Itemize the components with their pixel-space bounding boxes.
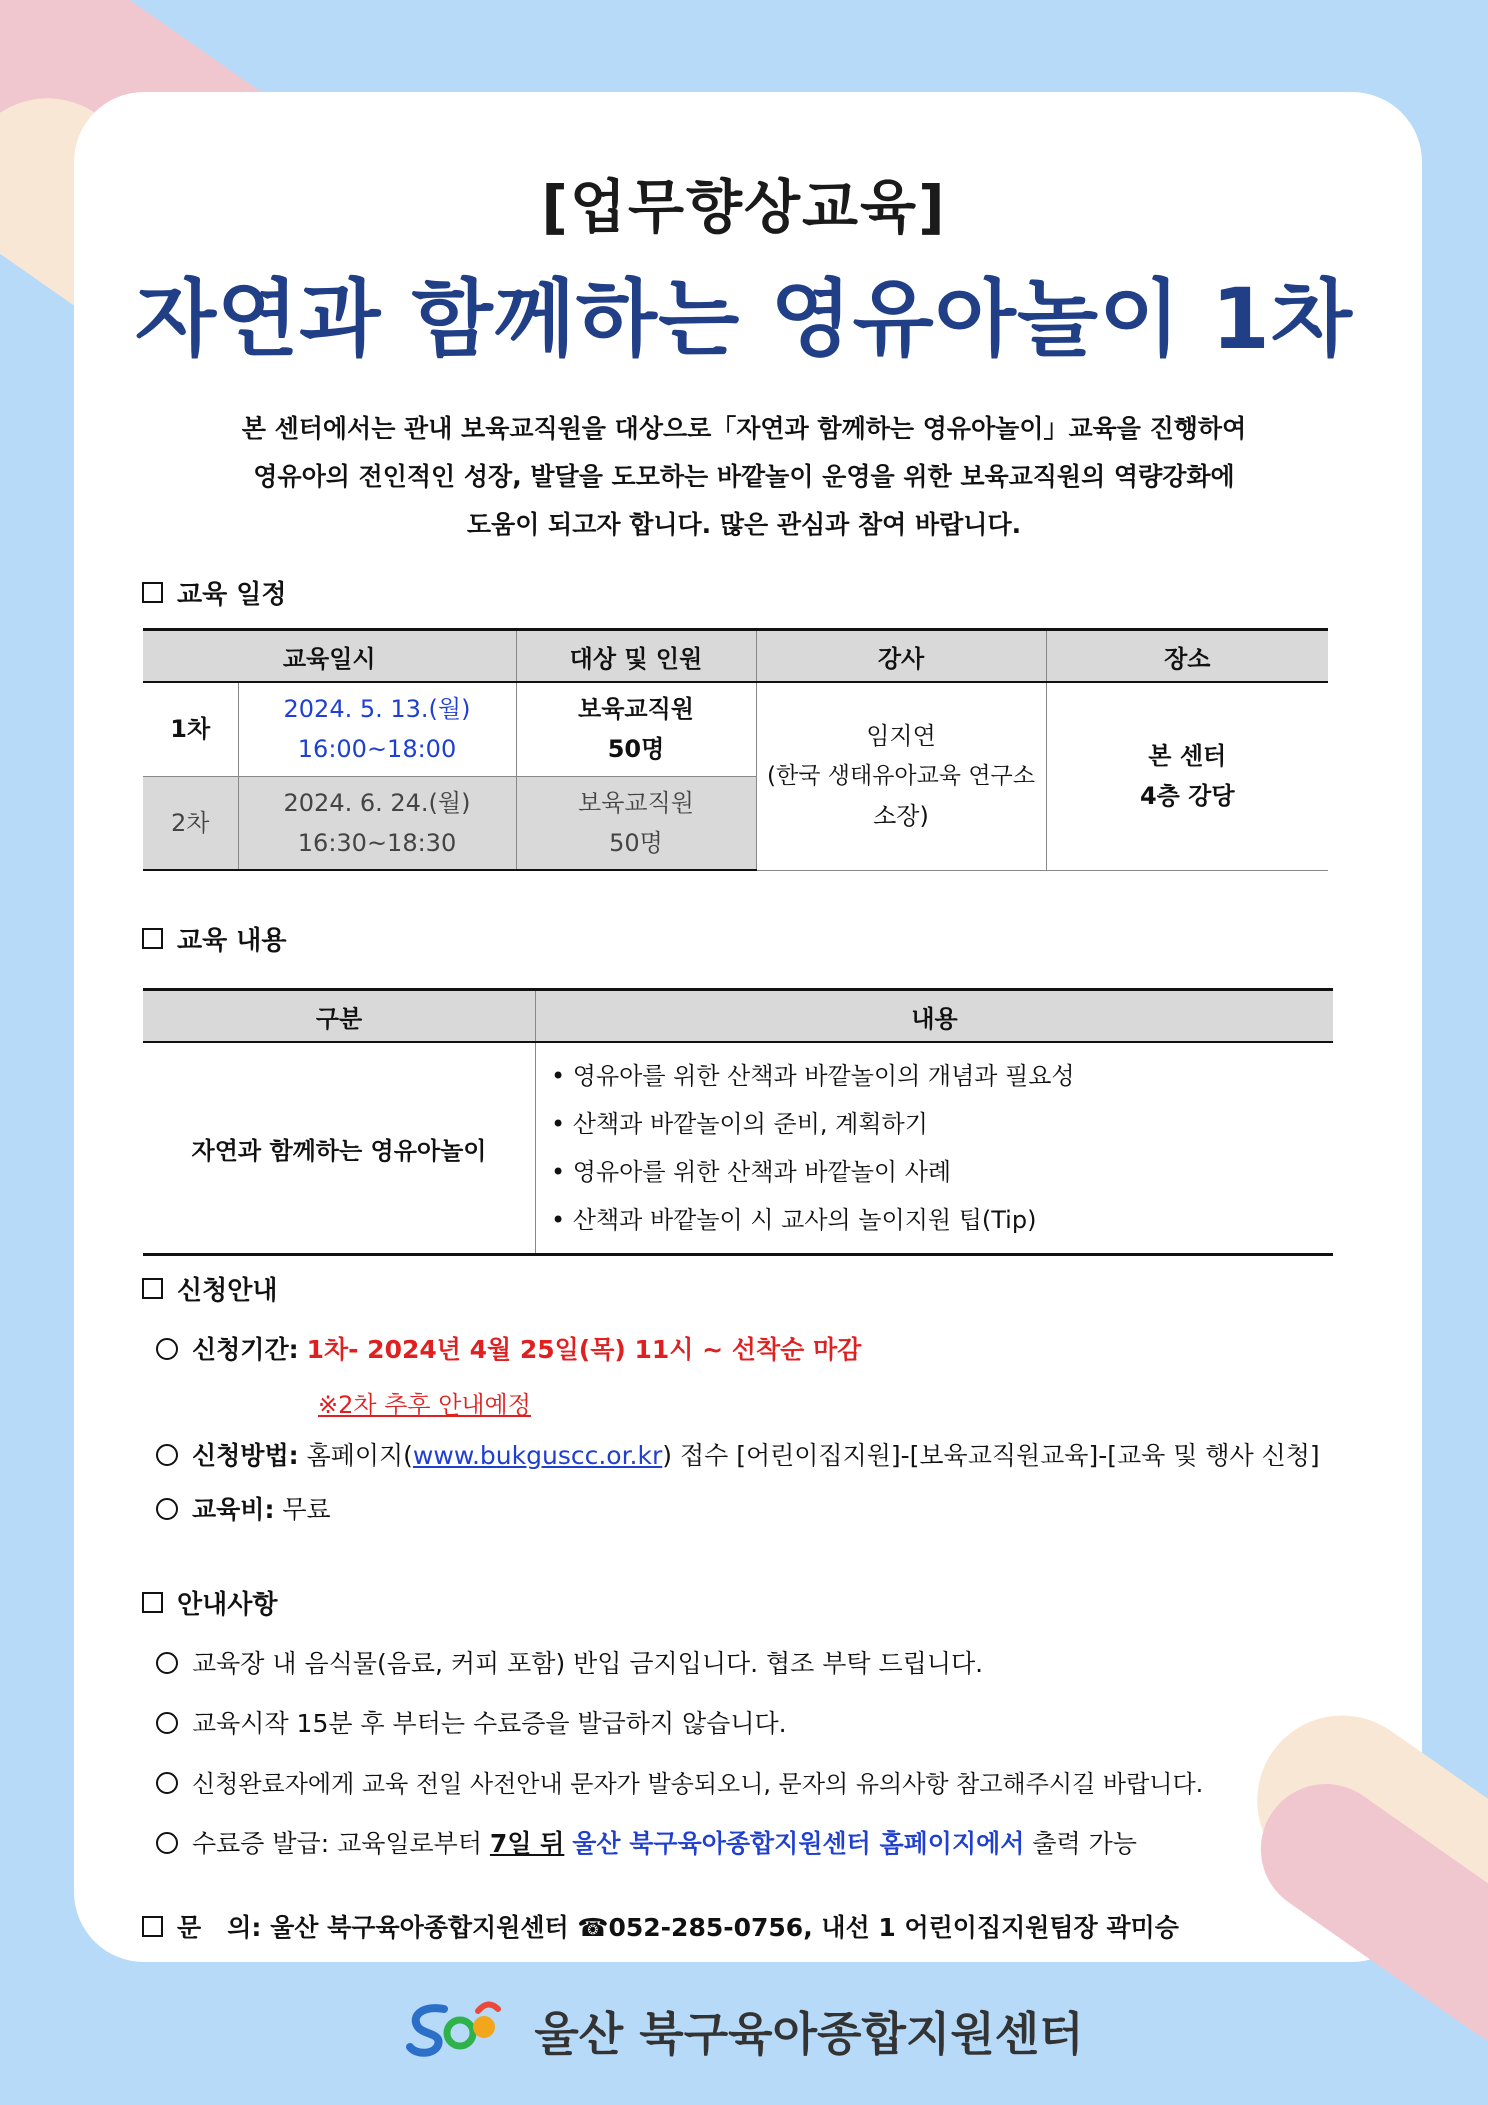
target-cell: 보육교직원 50명 [516, 776, 756, 870]
section-schedule-heading: 교육 일정 [142, 574, 287, 611]
intro-line: 도움이 되고자 합니다. 많은 관심과 참여 바랍니다. [466, 510, 1022, 539]
table-row [143, 1042, 1333, 1255]
table-header-row [143, 630, 1328, 683]
instructor-cell: 임지연 (한국 생태유아교육 연구소 소장) [756, 682, 1046, 870]
section-notice-heading: 안내사항 [142, 1584, 277, 1621]
list-item: • 영유아를 위한 산책과 바깥놀이의 개념과 필요성 [551, 1052, 1332, 1100]
table-row [143, 682, 1328, 776]
circle-bullet-icon [156, 1772, 178, 1794]
square-bullet-icon [142, 582, 163, 603]
place-cell: 본 센터 4층 강당 [1046, 682, 1328, 870]
square-bullet-icon [142, 1592, 163, 1613]
center-logo-icon [404, 1997, 504, 2070]
circle-bullet-icon [156, 1832, 178, 1854]
col-header: 구분 [143, 990, 536, 1043]
round-cell: 1차 [143, 682, 238, 776]
title-category: [업무향상교육] [541, 173, 947, 241]
square-bullet-icon [142, 928, 163, 949]
notice-item: 교육장 내 음식물(음료, 커피 포함) 반입 금지입니다. 협조 부탁 드립니다. [156, 1644, 983, 1680]
notice-item: 수료증 발급: 교육일로부터 7일 뒤 울산 북구육아종합지원센터 홈페이지에서 출력 가능 [156, 1824, 1137, 1860]
intro-line: 본 센터에서는 관내 보육교직원을 대상으로「자연과 함께하는 영유아놀이」교육을 진행하여 [241, 414, 1247, 443]
list-item: • 산책과 바깥놀이의 준비, 계획하기 [551, 1100, 1332, 1148]
target-cell: 보육교직원 50명 [516, 682, 756, 776]
table-header-row [143, 990, 1333, 1043]
content-items-cell [536, 1042, 1334, 1255]
col-header: 내용 [536, 990, 1334, 1043]
apply-period-note: ※2차 추후 안내예정 [318, 1391, 531, 1419]
circle-bullet-icon [156, 1712, 178, 1734]
list-item: • 영유아를 위한 산책과 바깥놀이 사례 [551, 1148, 1332, 1196]
date-cell: 2024. 5. 13.(월) 16:00~18:00 [238, 682, 516, 776]
circle-bullet-icon [156, 1338, 178, 1360]
page-title: 자연과 함께하는 영유아놀이 1차 [134, 270, 1354, 368]
col-header: 장소 [1046, 630, 1328, 683]
round-cell: 2차 [143, 776, 238, 870]
list-item: • 산책과 바깥놀이 시 교사의 놀이지원 팁(Tip) [551, 1196, 1332, 1244]
apply-period: 신청기간: 1차- 2024년 4월 25일(목) 11시 ~ 선착순 마감 [156, 1330, 861, 1366]
section-content-heading: 교육 내용 [142, 920, 287, 957]
circle-bullet-icon [156, 1498, 178, 1520]
col-header: 대상 및 인원 [516, 630, 756, 683]
content-table [143, 988, 1333, 1256]
apply-period-value: 1차- 2024년 4월 25일(목) 11시 ~ 선착순 마감 [306, 1335, 862, 1364]
schedule-table [143, 628, 1328, 871]
apply-fee: 교육비: 무료 [156, 1490, 331, 1526]
homepage-link[interactable]: www.bukguscc.or.kr [412, 1441, 663, 1470]
intro-paragraph [150, 405, 1338, 549]
apply-method: 신청방법: 홈페이지(www.bukguscc.or.kr) 접수 [어린이집지원]-[보육교직원교육]-[교육 및 행사 신청] [156, 1436, 1320, 1472]
contact-line: 문 의: 울산 북구육아종합지원센터 ☎052-285-0756, 내선 1 어린이집지원팀장 곽미승 [142, 1908, 1179, 1944]
square-bullet-icon [142, 1916, 163, 1937]
notice-item: 교육시작 15분 후 부터는 수료증을 발급하지 않습니다. [156, 1704, 787, 1740]
square-bullet-icon [142, 1278, 163, 1299]
content-label-cell: 자연과 함께하는 영유아놀이 [143, 1042, 536, 1255]
circle-bullet-icon [156, 1444, 178, 1466]
col-header: 강사 [756, 630, 1046, 683]
circle-bullet-icon [156, 1652, 178, 1674]
col-header: 교육일시 [143, 630, 516, 683]
section-apply-heading: 신청안내 [142, 1270, 277, 1307]
date-cell: 2024. 6. 24.(월) 16:30~18:30 [238, 776, 516, 870]
notice-item: 신청완료자에게 교육 전일 사전안내 문자가 발송되오니, 문자의 유의사항 참고해주시길 바랍니다. [156, 1764, 1203, 1799]
intro-line: 영유아의 전인적인 성장, 발달을 도모하는 바깥놀이 운영을 위한 보육교직원의 역량강화에 [253, 462, 1235, 491]
footer-org: 울산 북구육아종합지원센터 [0, 1998, 1488, 2074]
